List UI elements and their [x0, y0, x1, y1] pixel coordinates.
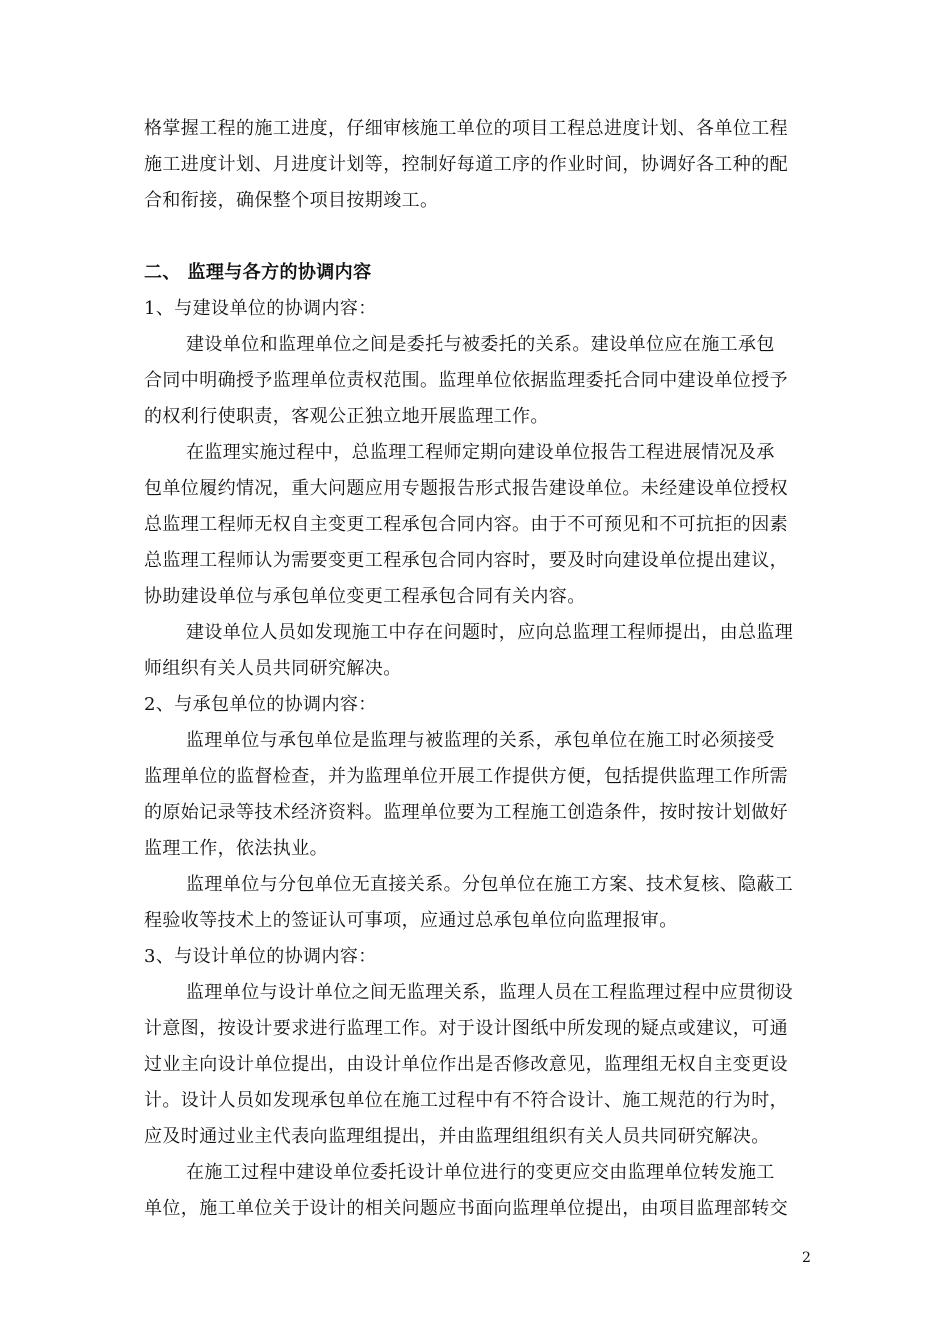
paragraph-line: 的原始记录等技术经济资料。监理单位要为工程施工创造条件，按时按计划做好: [144, 802, 788, 823]
paragraph-line: 总监理工程师认为需要变更工程承包合同内容时，要及时向建设单位提出建议，: [144, 550, 788, 571]
paragraph-line: 的权利行使职责，客观公正独立地开展监理工作。: [144, 406, 549, 427]
paragraph-line: 计意图，按设计要求进行监理工作。对于设计图纸中所发现的疑点或建议，可通: [144, 1018, 788, 1039]
paragraph-line: 应及时通过业主代表向监理组提出，并由监理组组织有关人员共同研究解决。: [144, 1126, 770, 1147]
paragraph-line: 单位，施工单位关于设计的相关问题应书面向监理单位提出，由项目监理部转交: [144, 1198, 788, 1219]
paragraph-line: 监理单位与分包单位无直接关系。分包单位在施工方案、技术复核、隐蔽工: [186, 874, 794, 895]
paragraph-line: 协助建设单位与承包单位变更工程承包合同有关内容。: [144, 586, 586, 607]
paragraph-line: 合同中明确授予监理单位责权范围。监理单位依据监理委托合同中建设单位授予: [144, 370, 788, 391]
paragraph-line: 格掌握工程的施工进度，仔细审核施工单位的项目工程总进度计划、各单位工程: [144, 118, 788, 139]
paragraph-line: 包单位履约情况，重大问题应用专题报告形式报告建设单位。未经建设单位授权: [144, 478, 788, 499]
paragraph-line: 监理单位与承包单位是监理与被监理的关系，承包单位在施工时必须接受: [186, 730, 775, 751]
paragraph-line: 过业主向设计单位提出，由设计单位作出是否修改意见，监理组无权自主变更设: [144, 1054, 788, 1075]
subsection-title: 1、与建设单位的协调内容：: [144, 298, 377, 319]
section-heading: 二、 监理与各方的协调内容: [144, 262, 372, 283]
paragraph-line: 总监理工程师无权自主变更工程承包合同内容。由于不可预见和不可抗拒的因素: [144, 514, 788, 535]
paragraph-line: 监理单位与设计单位之间无监理关系，监理人员在工程监理过程中应贯彻设: [186, 982, 794, 1003]
paragraph-line: 监理单位的监督检查，并为监理单位开展工作提供方便，包括提供监理工作所需: [144, 766, 788, 787]
subsection-title: 3、与设计单位的协调内容：: [144, 946, 377, 967]
paragraph-line: 施工进度计划、月进度计划等，控制好每道工序的作业时间，协调好各工种的配: [144, 154, 788, 175]
paragraph-line: 师组织有关人员共同研究解决。: [144, 658, 402, 679]
paragraph-line: 建设单位人员如发现施工中存在问题时，应向总监理工程师提出，由总监理: [186, 622, 794, 643]
paragraph-line: 监理工作，依法执业。: [144, 838, 328, 859]
page-number: 2: [802, 1250, 811, 1266]
paragraph-line: 合和衔接，确保整个项目按期竣工。: [144, 190, 439, 211]
paragraph-line: 计。设计人员如发现承包单位在施工过程中有不符合设计、施工规范的行为时，: [144, 1090, 788, 1111]
paragraph-line: 在监理实施过程中，总监理工程师定期向建设单位报告工程进展情况及承: [186, 442, 775, 463]
subsection-title: 2、与承包单位的协调内容：: [144, 694, 377, 715]
paragraph-line: 建设单位和监理单位之间是委托与被委托的关系。建设单位应在施工承包: [186, 334, 775, 355]
paragraph-line: 程验收等技术上的签证认可事项，应通过总承包单位向监理报审。: [144, 910, 678, 931]
paragraph-line: 在施工过程中建设单位委托设计单位进行的变更应交由监理单位转发施工: [186, 1162, 775, 1183]
